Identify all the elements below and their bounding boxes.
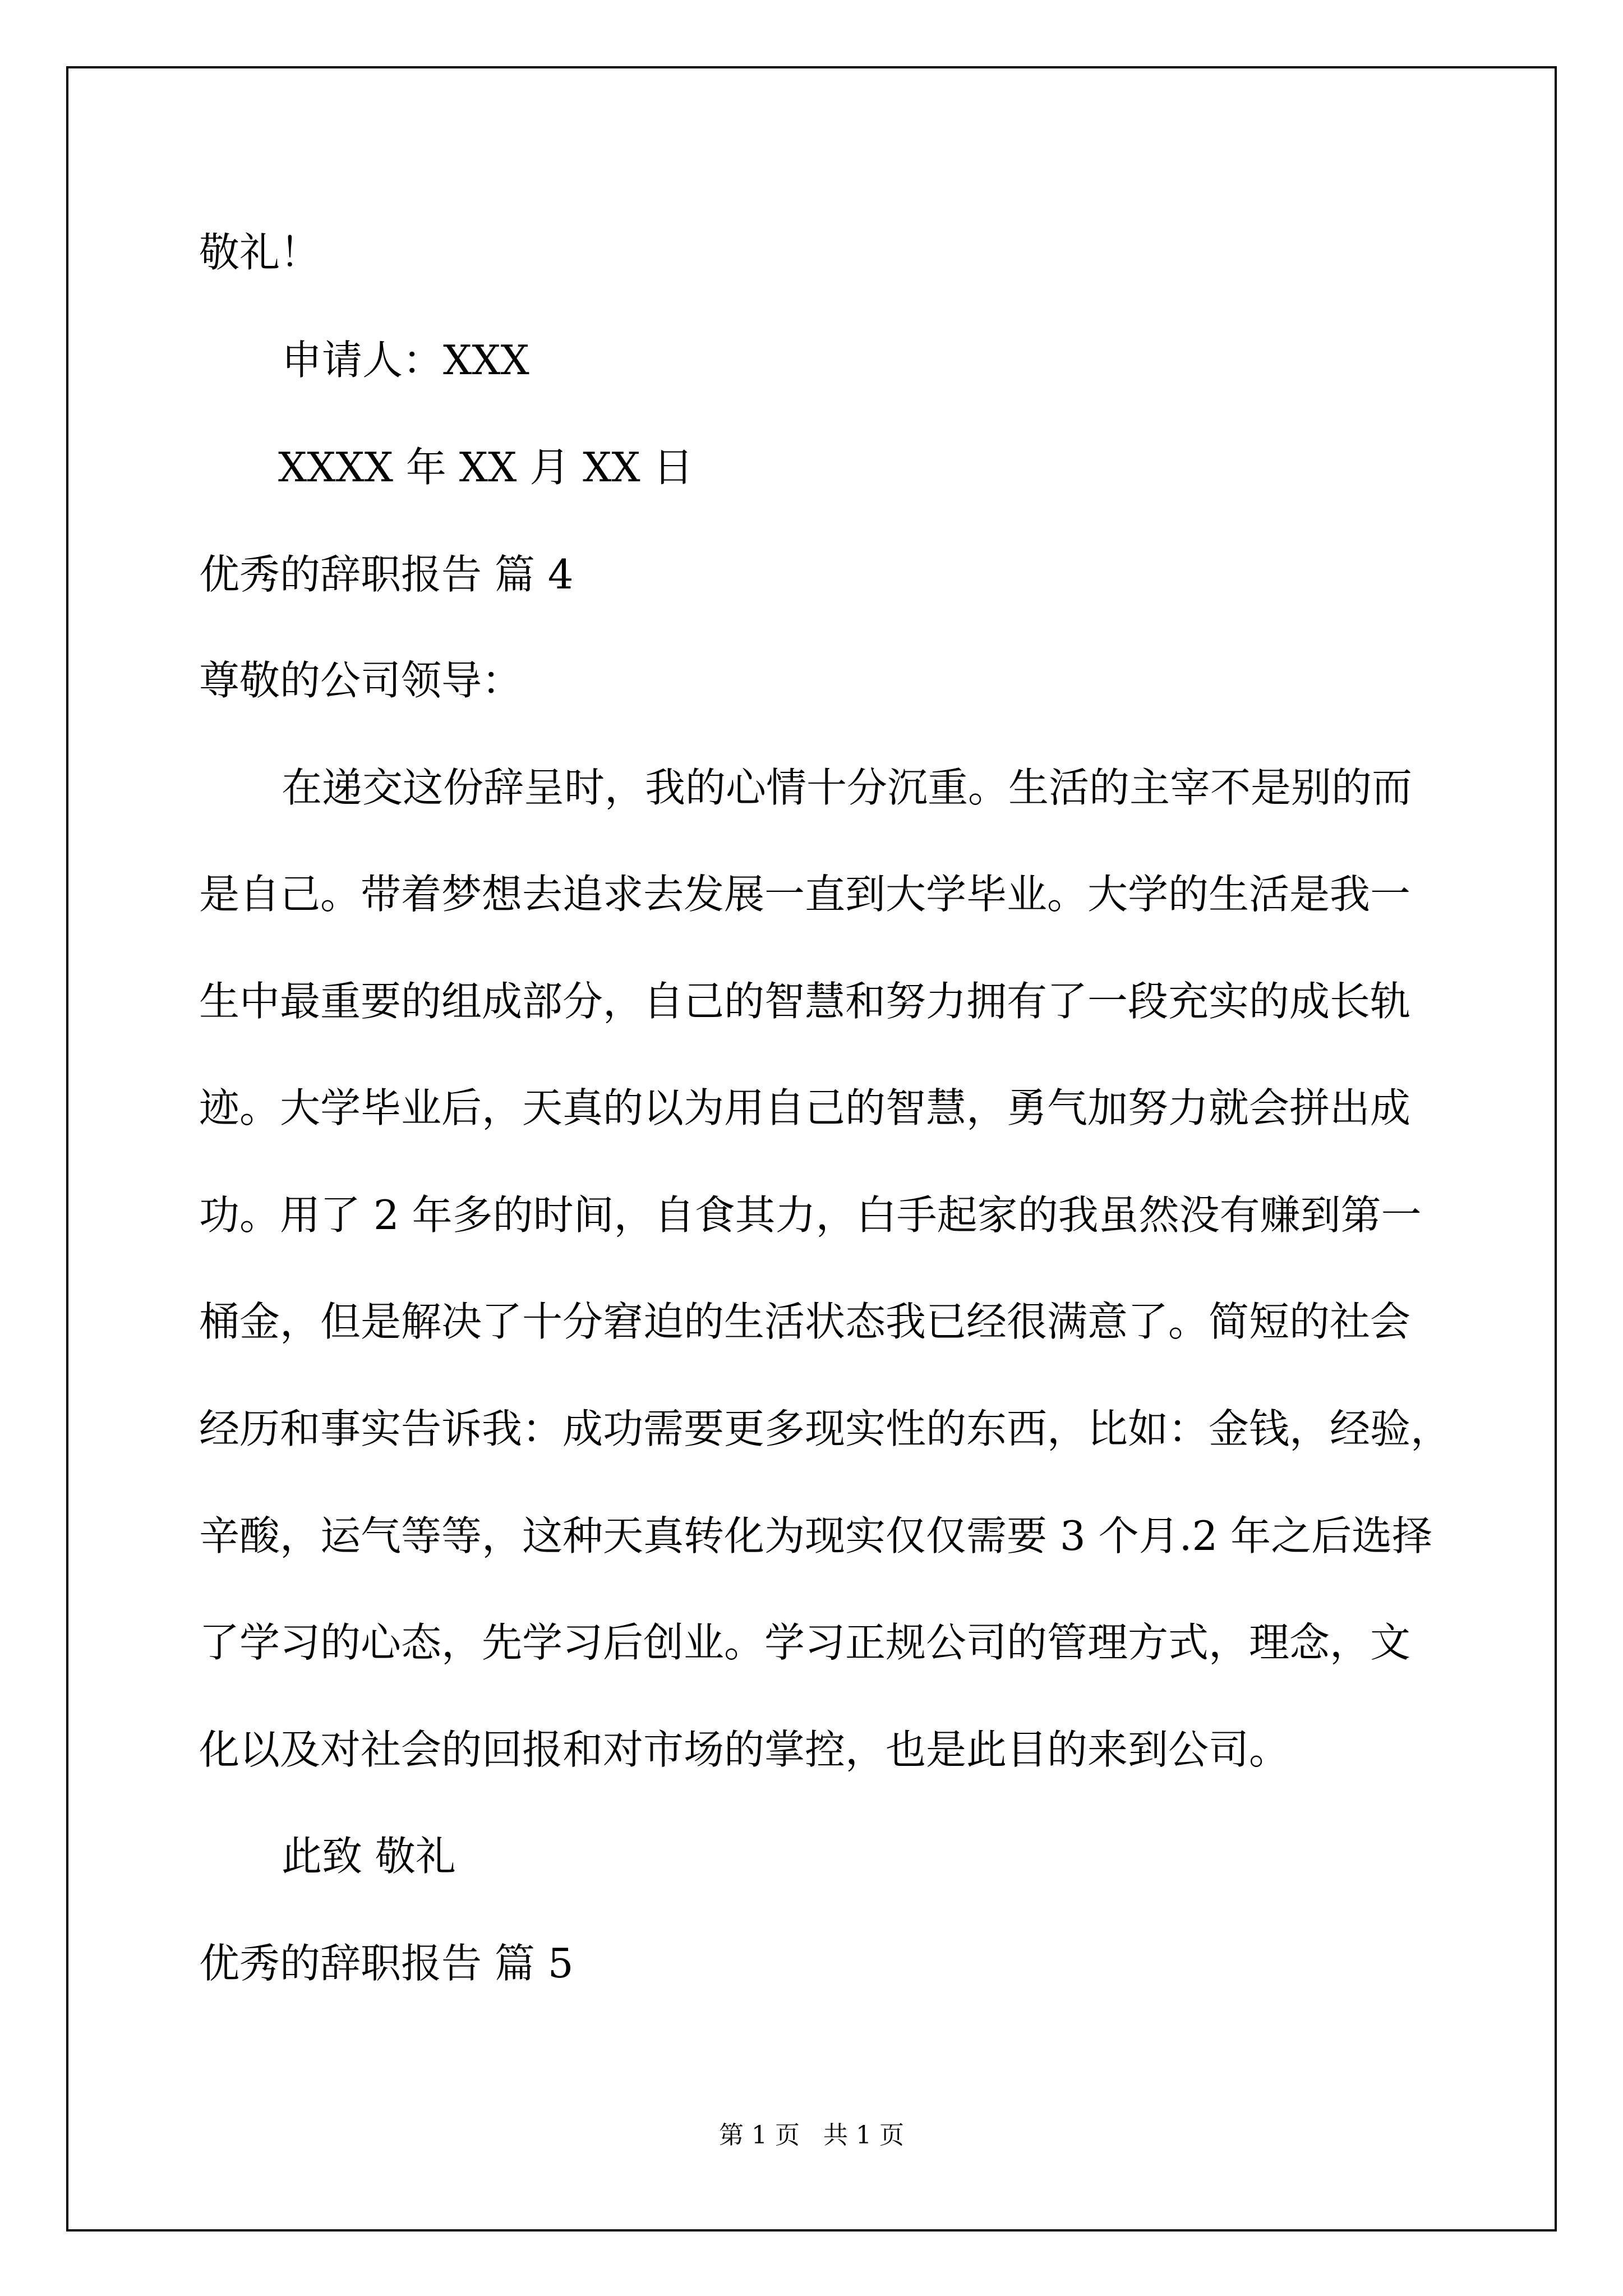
closing-line: 此致 敬礼	[282, 1833, 456, 1880]
body-line-6: 桶金，但是解决了十分窘迫的生活状态我已经很满意了。简短的社会	[199, 1298, 1411, 1345]
page-footer: 第 1 页 共 1 页	[719, 2121, 904, 2150]
applicant-line: 申请人：XXX	[282, 337, 529, 384]
section-heading-4: 优秀的辞职报告 篇 4	[199, 551, 574, 598]
body-line-1: 在递交这份辞呈时，我的心情十分沉重。生活的主宰不是别的而	[282, 764, 1413, 811]
body-line-3: 生中最重要的组成部分，自己的智慧和努力拥有了一段充实的成长轨	[199, 978, 1411, 1025]
page-border	[66, 66, 1557, 2231]
body-line-9: 了学习的心态，先学习后创业。学习正规公司的管理方式，理念，文	[199, 1619, 1411, 1666]
body-line-10: 化以及对社会的回报和对市场的掌控，也是此目的来到公司。	[199, 1726, 1290, 1773]
body-line-8: 辛酸，运气等等，这种天真转化为现实仅仅需要 3 个月.2 年之后选择	[199, 1512, 1433, 1559]
section-heading-5: 优秀的辞职报告 篇 5	[199, 1940, 574, 1987]
greeting-line: 尊敬的公司领导：	[199, 657, 523, 704]
body-line-5: 功。用了 2 年多的时间，自食其力，白手起家的我虽然没有赚到第一	[199, 1191, 1422, 1239]
date-line: XXXX 年 XX 月 XX 日	[278, 444, 694, 491]
closing-salutation: 敬礼！	[199, 229, 321, 276]
body-line-2: 是自己。带着梦想去追求去发展一直到大学毕业。大学的生活是我一	[199, 871, 1411, 918]
body-line-7: 经历和事实告诉我：成功需要更多现实性的东西，比如：金钱，经验，	[199, 1405, 1451, 1452]
body-line-4: 迹。大学毕业后，天真的以为用自己的智慧，勇气加努力就会拼出成	[199, 1084, 1411, 1131]
